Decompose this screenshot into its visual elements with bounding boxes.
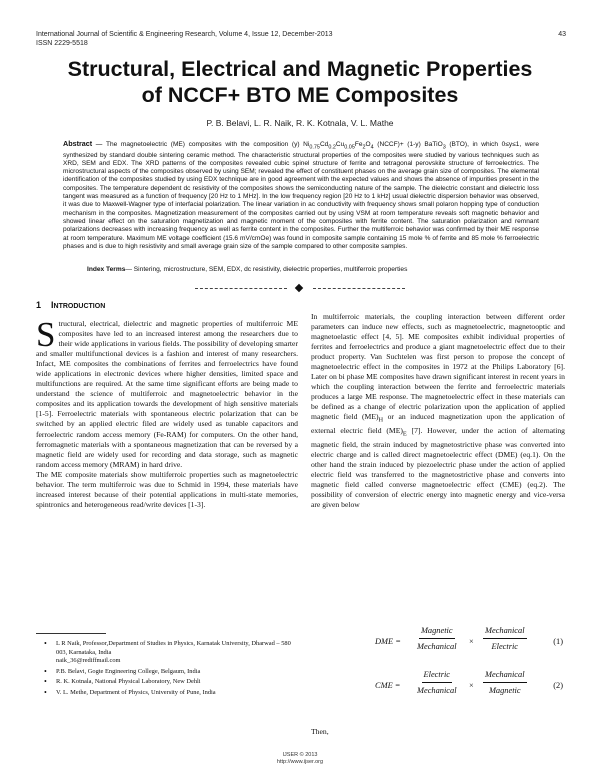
title-line-2: of NCCF+ BTO ME Composites — [141, 83, 459, 107]
author-footnotes — [44, 640, 302, 700]
author-email: naik_36@rediffmail.com — [56, 657, 121, 665]
paragraph: The ME composite materials show multiferroic properties such as magnetoelectric behavior. The term multiferroic was due to Schmid in 1994, these materials have increased interest because of their potential applications in multi-state memories, spintronics and heterogeneous read/write devices [1-3]. — [36, 469, 298, 509]
index-terms — [87, 266, 547, 273]
fraction: Mechanical Electric — [485, 626, 525, 651]
section-heading: 1 INTRODUCTION — [36, 300, 106, 310]
drop-cap: S — [36, 315, 56, 354]
equation-dme: DME = Magnetic Mechanical × Mechanical Electric (1) — [375, 626, 563, 651]
equation-number: (2) — [553, 681, 563, 690]
page-number: 43 — [558, 31, 566, 38]
issn: ISSN 2229-5518 — [36, 40, 88, 47]
author-list: P. B. Belavi, L. R. Naik, R. K. Kotnala, V. L. Mathe — [206, 118, 394, 128]
paper-title — [20, 56, 580, 108]
footnote-item: • P.B. Belavi, Gogte Engineering College, Belgaum, India — [44, 668, 302, 677]
footnote-rule — [36, 633, 106, 634]
equation-cme: CME = Electric Mechanical × Mechanical Magnetic (2) — [375, 670, 563, 695]
fraction: Magnetic Mechanical — [417, 626, 457, 651]
page-footer — [0, 752, 600, 766]
copyright: IJSER © 2013 — [282, 752, 318, 758]
running-header — [36, 30, 566, 48]
index-terms-label: Index Terms — [87, 266, 126, 273]
abstract-label: Abstract — [63, 139, 93, 148]
abstract: Abstract — The magnetoelectric (ME) composites with the composition (y) $Ni_{0.75}Cd_{0.2}Cu_{0.05}Fe_2O_4$ (NCCF)+ (1-y) BaTiO$_3$ (BTO), in which 0≤y≤1, were synthesized by standard double sintering ceramic method. The characteristic structural properties of the composites were studied by various techniques such as XRD, SEM and EDX. The XRD patterns of the composites revealed cubic spinel structure of ferrite and tetragonal perovskite structure of ferroelectrics. The microstructural aspects of the composites observed by using SEM; revealed the effect of constituent phases on the average grain size of composites. The elemental identification of the composites studied by using EDX technique are in good agreement with the expected values and shows the absence of impurities present in the composites. The temperature dependent dc resistivity of the composites shows the semiconducting nature of the sample. The dielectric constant and dielectric loss tangent was measured as a function of frequency [20 Hz to 1 MHz]. In the low frequency region [20 Hz to 1 kHz] usual dielectric dispersion behavior was observed, it was due to Maxwell-Wagner type of interfacial polarization. The linear variation in ac conductivity with frequency shows small polaron hopping type of conduction mechanism in the composites. Magnetization measurement of the composites carried out by using VSM at room temperature reveals soft magnetic behavior and showed linear effect on the saturation magnetization and magnetic moment of the composites with ferrite content. The saturation polarization and remnant polarizations decreases with increasing frequency as well as ferrite content in the composites. Further the multiferroic behavior was confirmed by their ME response at room temperature. Maximum ME voltage coefficient (15.6 mV/cmOe) was found in composite sample containing 15 mole % of ferrite and 85 mole % ferroelectric phases and is due to high resistivity and small average grain size of the sample compared to other composite samples. — [63, 139, 540, 250]
separator-line-right — [313, 288, 405, 289]
fraction: Electric Mechanical — [417, 670, 457, 695]
section-separator — [195, 285, 405, 293]
fraction: Mechanical Magnetic — [485, 670, 525, 695]
diamond-icon — [295, 284, 303, 292]
left-column — [36, 315, 298, 510]
journal-name: International Journal of Scientific & Engineering Research, Volume 4, Issue 12, December-2013 — [36, 31, 333, 38]
right-column — [311, 312, 565, 510]
footnote-item: • V. L. Methe, Department of Physics, University of Pune, India — [44, 689, 302, 698]
equation-number: (1) — [553, 637, 563, 646]
footnote-item: • L R Naik, Professor,Department of Studies in Physics, Karnatak University, Dharwad – 580 003, Karnataka, India naik_36@rediffmail.com — [44, 640, 302, 666]
paragraph: In multiferroic materials, the coupling interaction between different order parameters can induce new effects, such as magnetoelectric, magnetooptic and magnetoelastic effect [4, 5]. ME composites exhibit individual properties of ferrites and ferroelectrics and produce a giant magnetoelectric effect due to their product property. Van Suchtelen was first person to propose the concept of magnetoelectric effect in the composites in 1972 at the Philips Laboratory [6]. Later on bi phase ME composites have drawn significant interest in recent years in which the coupling interaction between the ferrite and ferroelectric materials produces a large ME response. The magnetoelectric effect in these materials can be defined as a change of electric polarization upon the application of applied magnetic field $(ME)_H$ or an induced magnetization upon the application of external electric field $(ME)_E$ [7]. However, under the action of alternating magnetic field, the strain induced by magnetostrictive phase was converted into electric charge and is called direct magnetoelectric effect (DME) (eq.1). On the other hand the strain induced by piezoelectric phase under the action of applied electric field was transferred to the magnetostrictive phase and converts into magnetic field called converse magnetoelectric effect (CME) (eq.2). The possibility of conversion of electric energy into magnetic energy and vice-versa are given below — [311, 312, 565, 509]
continuation-text: Then, — [311, 727, 329, 736]
separator-line-left — [195, 288, 287, 289]
footnote-item: • R. K. Kotnala, National Physical Laboratory, New Dehli — [44, 678, 302, 687]
section-number: 1 — [36, 300, 42, 310]
title-line-1: Structural, Electrical and Magnetic Properties — [67, 57, 533, 81]
index-terms-text: — Sintering, microstructure, SEM, EDX, dc resistivity, dielectric properties, multiferroic properties — [125, 266, 408, 273]
paragraph: Structural, electrical, dielectric and magnetic properties of multiferroic ME composites have led to an increased interest among the researchers due to their wide applications in various fields. The possibility of developing smarter and smaller multifunctional devices is a fashion and interest of many researchers. Infact, ME composites the combinations of ferrites and ferroelectrics have found wide applications in electronic devices where higher densities, limited space and multifunctions are required. At the same time significant efforts are being made to understand the science of multiferroic and magnetoelectric behavior in the composites and its application towards the development of high sensitive materials [1-5]. Ferroelectric materials with spontaneous electric polarization that can be switched by an applied electric filed are widely used as tunable capacitors and ferroelectric random access memory (Fe-RAM) for computers. On the other hand, ferromagnetic materials with a spontaneous magnetization that can be reversed by a magnetic field are widely used for recording and data storage, such as magnetic random access memory (MRAM) in hard drive. — [36, 315, 298, 469]
journal-link[interactable]: http://www.ijser.org — [276, 759, 324, 765]
